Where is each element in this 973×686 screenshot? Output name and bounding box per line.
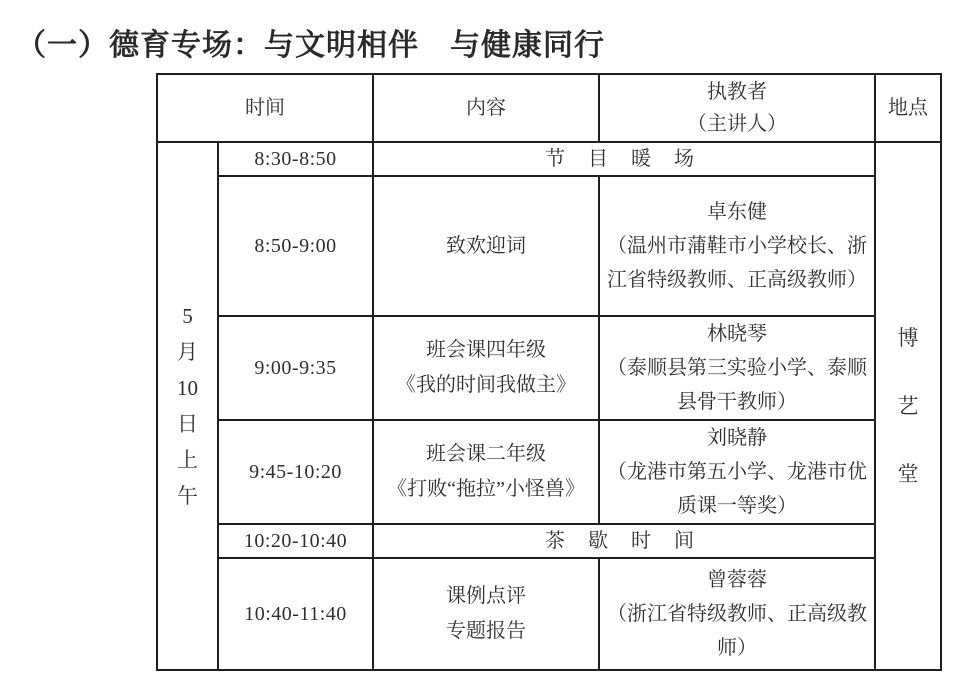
schedule-table bbox=[156, 73, 942, 671]
content-line: 《打败“拖拉”小怪兽》 bbox=[387, 478, 585, 500]
speaker-name: 林晓琴 bbox=[707, 323, 767, 345]
content-line: 专题报告 bbox=[446, 620, 526, 642]
date-cell bbox=[157, 142, 218, 670]
table-row bbox=[157, 316, 941, 420]
page-title: （一）德育专场：与文明相伴 与健康同行 bbox=[16, 29, 605, 62]
content-cell bbox=[373, 316, 599, 420]
date-char: 午 bbox=[177, 484, 198, 508]
table-row bbox=[157, 142, 941, 176]
location-cell bbox=[875, 142, 941, 670]
content-cell bbox=[373, 558, 599, 670]
time-cell: 8:30-8:50 bbox=[218, 142, 373, 176]
content-cell bbox=[373, 420, 599, 524]
speaker-cell bbox=[599, 176, 875, 316]
table-row bbox=[157, 420, 941, 524]
table-header-row bbox=[157, 74, 941, 142]
date-char: 5 bbox=[182, 304, 193, 328]
table-row bbox=[157, 524, 941, 558]
content-line: 《我的时间我做主》 bbox=[396, 374, 576, 396]
date-char: 10 bbox=[177, 376, 198, 400]
speaker-desc: （龙港市第五小学、龙港市优质课一等奖） bbox=[607, 461, 867, 517]
header-instructor bbox=[599, 74, 875, 142]
time-cell: 9:45-10:20 bbox=[218, 420, 373, 524]
speaker-cell bbox=[599, 316, 875, 420]
speaker-desc: （温州市蒲鞋市小学校长、浙江省特级教师、正高级教师） bbox=[607, 235, 867, 291]
time-cell: 8:50-9:00 bbox=[218, 176, 373, 316]
header-instructor-line2: （主讲人） bbox=[687, 113, 787, 135]
event-banner-cell: 茶 歇 时 间 bbox=[373, 524, 875, 558]
speaker-name: 曾蓉蓉 bbox=[707, 569, 767, 591]
content-line: 班会课四年级 bbox=[426, 339, 546, 361]
event-banner-cell: 节 目 暖 场 bbox=[373, 142, 875, 176]
header-instructor-line1: 执教者 bbox=[707, 81, 767, 103]
header-content: 内容 bbox=[373, 74, 599, 142]
location-char: 艺 bbox=[897, 394, 919, 418]
speaker-cell bbox=[599, 558, 875, 670]
speaker-desc: （泰顺县第三实验小学、泰顺县骨干教师） bbox=[607, 357, 867, 413]
header-time: 时间 bbox=[157, 74, 373, 142]
content-cell bbox=[373, 176, 599, 316]
speaker-name: 卓东健 bbox=[707, 201, 767, 223]
header-location: 地点 bbox=[875, 74, 941, 142]
speaker-cell bbox=[599, 420, 875, 524]
time-cell: 9:00-9:35 bbox=[218, 316, 373, 420]
time-cell: 10:20-10:40 bbox=[218, 524, 373, 558]
table-row bbox=[157, 558, 941, 670]
content-line: 班会课二年级 bbox=[426, 443, 546, 465]
date-char: 月 bbox=[177, 340, 198, 364]
speaker-name: 刘晓静 bbox=[707, 427, 767, 449]
time-cell: 10:40-11:40 bbox=[218, 558, 373, 670]
table-row bbox=[157, 176, 941, 316]
date-char: 上 bbox=[177, 448, 198, 472]
location-char: 博 bbox=[897, 326, 919, 350]
speaker-desc: （浙江省特级教师、正高级教师） bbox=[607, 603, 867, 659]
location-char: 堂 bbox=[897, 462, 919, 486]
content-line: 课例点评 bbox=[446, 585, 526, 607]
date-char: 日 bbox=[177, 412, 198, 436]
content-line: 致欢迎词 bbox=[446, 234, 526, 257]
